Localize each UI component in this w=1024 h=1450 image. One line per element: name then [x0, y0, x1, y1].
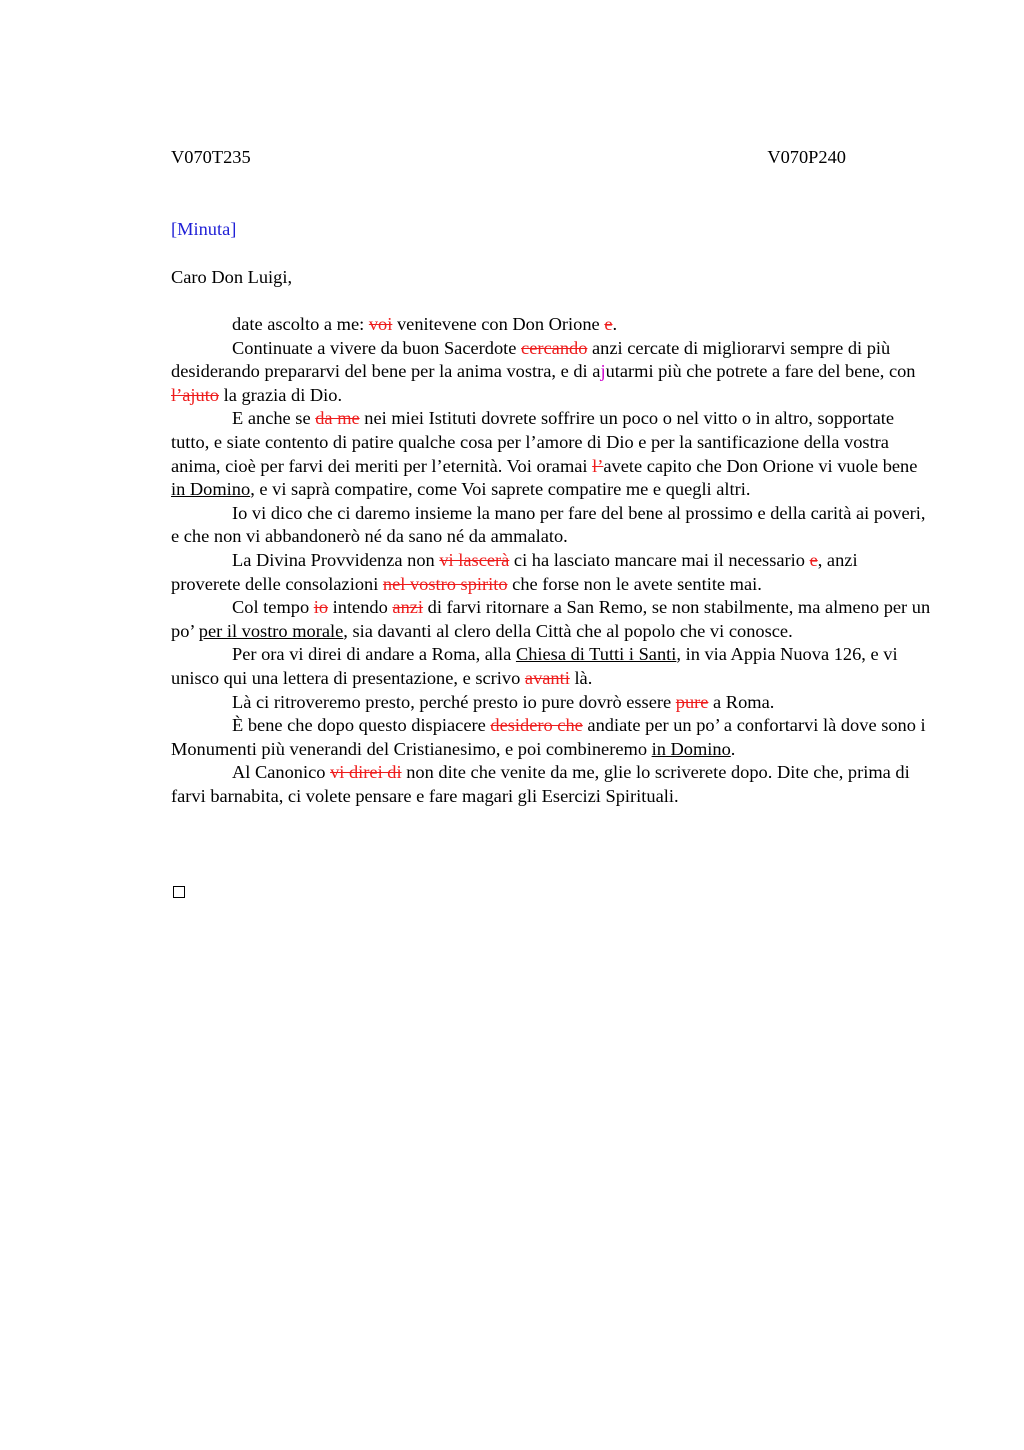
- salutation: Caro Don Luigi,: [171, 267, 293, 287]
- deleted-text: vi lascerà: [439, 549, 510, 570]
- letter-body: [171, 313, 931, 808]
- deleted-text: anzi: [392, 597, 424, 618]
- inserted-letter: j: [600, 361, 606, 382]
- document-code-left: V070T235: [171, 147, 251, 167]
- deleted-text: desidero che: [490, 715, 583, 736]
- letter-paragraph: [171, 714, 931, 761]
- text-segment: , in via Appia Nuova 126, e vi unisco qui una lettera di presentazione, e scrivo: [171, 644, 898, 688]
- letter-paragraph: [171, 549, 931, 596]
- text-segment: date ascolto a me:: [232, 314, 369, 334]
- text-segment: di farvi ritornare a San Remo, se non stabilmente, ma almeno per un po’: [171, 597, 931, 641]
- deleted-text: voi: [368, 314, 393, 334]
- text-segment: venitevene con Don Orione: [392, 314, 605, 334]
- text-segment: Io vi dico che ci daremo insieme la mano per fare del bene al prossimo e della carità ai poveri, e che non vi abbandonerò né da sano né da ammalato.: [171, 502, 926, 547]
- text-segment: ci ha lasciato mancare mai il necessario: [509, 549, 810, 570]
- underlined-text: Chiesa di Tutti i Santi: [515, 644, 677, 665]
- letter-paragraph: [171, 761, 931, 808]
- letter-paragraph: [171, 596, 931, 643]
- text-segment: Al Canonico: [232, 762, 331, 783]
- deleted-text: cercando: [521, 337, 588, 358]
- text-segment: anzi cercate di migliorarvi sempre di più desiderando prepararvi del bene per la anima vostra, e di a: [171, 337, 891, 382]
- deleted-text: l’ajuto: [171, 384, 220, 405]
- text-segment: intendo: [328, 597, 393, 618]
- text-segment: .: [730, 738, 736, 759]
- underlined-text: per il vostro morale: [198, 620, 344, 641]
- letter-paragraph: [171, 502, 931, 549]
- letter-paragraph: [171, 407, 931, 501]
- deleted-text: avanti: [524, 667, 570, 688]
- text-segment: .: [612, 314, 618, 334]
- underlined-text: in Domino: [651, 738, 731, 759]
- deleted-text: da me: [315, 408, 360, 429]
- text-segment: , anzi proverete delle consolazioni: [171, 549, 858, 594]
- letter-paragraph: [171, 337, 931, 408]
- text-segment: Per ora vi direi di andare a Roma, alla: [232, 644, 516, 665]
- text-segment: a Roma.: [708, 691, 775, 712]
- deleted-text: vi direi di: [330, 762, 402, 783]
- square-icon: [173, 886, 185, 898]
- letter-paragraph: [171, 313, 931, 337]
- deleted-text: nel vostro spirito: [382, 573, 508, 594]
- letter-paragraph: [171, 691, 931, 715]
- text-segment: avete capito che Don Orione vi vuole bene: [603, 455, 918, 476]
- minuta-label: [Minuta]: [171, 219, 237, 239]
- text-segment: Col tempo: [232, 597, 314, 618]
- deleted-text: pure: [675, 691, 709, 712]
- deleted-text: l’: [592, 455, 604, 476]
- text-segment: La Divina Provvidenza non: [232, 549, 440, 570]
- document-code-right: V070P240: [767, 147, 846, 167]
- text-segment: E anche se: [232, 408, 316, 429]
- text-segment: non dite che venite da me, glie lo scriverete dopo. Dite che, prima di farvi barnabita, ci volete pensare e fare magari gli Esercizi Spirituali.: [171, 762, 910, 806]
- text-segment: andiate per un po’ a confortarvi là dove sono i Monumenti più venerandi del Cristianesimo, e poi combineremo: [171, 715, 926, 759]
- text-segment: nei miei Istituti dovrete soffrire un poco o nel vitto o in altro, sopportate tutto, e siate contento di patire qualche cosa per l’amore di Dio e per la santificazione della vostra anima, cioè per farvi dei meriti per l’eternità. Voi oramai: [171, 408, 895, 476]
- text-segment: là.: [569, 667, 593, 688]
- deleted-text: e: [604, 314, 613, 334]
- text-segment: utarmi più che potrete a fare del bene, con: [605, 361, 916, 382]
- deleted-text: e: [809, 549, 818, 570]
- text-segment: , e vi saprà compatire, come Voi saprete compatire me e quegli altri.: [250, 479, 751, 500]
- text-segment: Continuate a vivere da buon Sacerdote: [232, 337, 522, 358]
- underlined-text: in Domino: [171, 479, 251, 500]
- text-segment: Là ci ritroveremo presto, perché presto io pure dovrò essere: [232, 691, 676, 712]
- text-segment: la grazia di Dio.: [219, 384, 343, 405]
- deleted-text: io: [313, 597, 329, 618]
- text-segment: È bene che dopo questo dispiacere: [232, 715, 491, 736]
- letter-paragraph: [171, 643, 931, 690]
- text-segment: , sia davanti al clero della Città che al popolo che vi conosce.: [343, 620, 793, 641]
- text-segment: che forse non le avete sentite mai.: [507, 573, 762, 594]
